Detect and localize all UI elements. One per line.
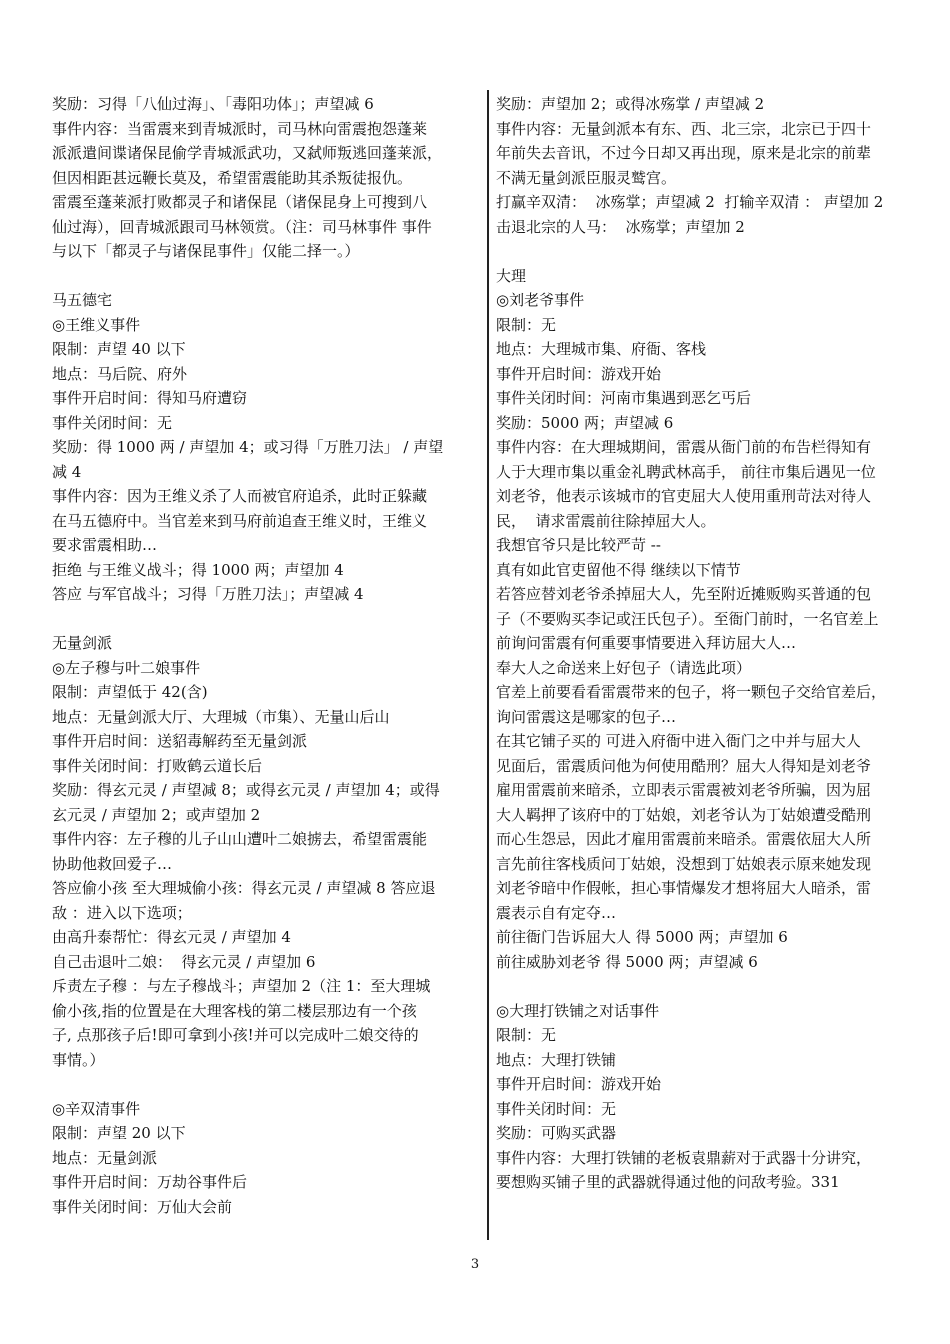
text-line: 在马五德府中。当官差来到马府前追查王维义时，王维义	[52, 511, 428, 530]
text-line: 奖励：5000 两；声望减 6	[496, 413, 674, 432]
text-line: 答应偷小孩 至大理城偷小孩：得玄元灵 / 声望减 8 答应退	[52, 879, 436, 897]
text-line: 限制：声望低于 42(含)	[52, 683, 208, 701]
text-line: 言先前往客栈质问丁姑娘，没想到丁姑娘表示原来她发现	[496, 854, 872, 873]
text-line: 地点：马后院、府外	[52, 364, 188, 383]
text-line: 前询问雷震有何重要事情要进入拜访屈大人…	[496, 634, 797, 652]
text-line: 击退北宗的人马： 冰殇掌；声望加 2	[496, 217, 745, 236]
text-line: 地点：无量剑派	[52, 1148, 158, 1167]
text-line: ◎刘老爷事件	[496, 291, 585, 309]
text-line: 民， 请求雷震前往除掉屈大人。	[496, 511, 716, 530]
text-line: 事件关闭时间：无	[496, 1099, 617, 1118]
text-line: 子, 点那孩子后!即可拿到小孩!并可以完成叶二娘交待的	[52, 1026, 419, 1044]
text-line: 刘老爷，他表示该城市的官吏屈大人使用重刑苛法对待人	[496, 487, 872, 505]
text-line: 玄元灵 / 声望加 2；或声望加 2	[52, 805, 261, 824]
text-line: 奖励：得 1000 两 / 声望加 4；或习得「万胜刀法」 / 声望	[52, 438, 444, 456]
text-line: 前往威胁刘老爷 得 5000 两；声望减 6	[496, 952, 758, 971]
text-line: 奖励：习得「八仙过海」、「毒阳功体」；声望减 6	[52, 95, 374, 113]
text-line: 奖励：得玄元灵 / 声望减 8；或得玄元灵 / 声望加 4；或得	[52, 781, 440, 799]
text-line: 大理	[496, 266, 527, 285]
text-line: 地点：大理城市集、府衙、客栈	[496, 340, 707, 358]
text-line	[496, 974, 926, 999]
text-line: 雇用雷震前来暗杀，立即表示雷震被刘老爷所骗，因为屈	[496, 781, 872, 799]
text-line: 打赢辛双清： 冰殇掌；声望减 2 打输辛双清 ： 声望加 2	[496, 193, 884, 211]
text-line: ◎辛双清事件	[52, 1099, 141, 1118]
text-line: 若答应替刘老爷杀掉屈大人，先至附近摊贩购买普通的包	[496, 585, 872, 603]
text-line: 派派遣间谍诸保昆偷学青城派武功，又弑师叛逃回蓬莱派，	[52, 144, 443, 162]
text-line: 奖励：可购买武器	[496, 1124, 617, 1142]
text-line: 但因相距甚远鞭长莫及，希望雷震能助其杀叛徒报仇。	[52, 168, 413, 187]
text-line: 事件开启时间：得知马府遭窃	[52, 389, 248, 407]
text-line	[496, 239, 926, 264]
text-line: 事件关闭时间：无	[52, 413, 173, 432]
text-line: 无量剑派	[52, 634, 113, 652]
column-divider	[487, 90, 489, 1240]
text-line: 限制：声望 40 以下	[52, 340, 186, 358]
text-line: 不满无量剑派臣服灵鹫宫。	[496, 168, 677, 187]
text-line: 人于大理市集以重金礼聘武林高手， 前往市集后遇见一位	[496, 462, 876, 481]
text-line: 限制：无	[496, 1026, 557, 1044]
text-line: 自己击退叶二娘： 得玄元灵 / 声望加 6	[52, 952, 316, 971]
text-line: 事件开启时间：万劫谷事件后	[52, 1173, 248, 1191]
text-line: 事件内容：左子穆的儿子山山遭叶二娘掳去，希望雷震能	[52, 830, 428, 848]
text-line: 要想购买铺子里的武器就得通过他的问敌考验。331	[496, 1173, 840, 1191]
text-line: 事件开启时间：游戏开始	[496, 364, 662, 383]
text-line: 子（不要购买李记或汪氏包子）。至衙门前时，一名官差上	[496, 609, 879, 628]
text-line: 事件关闭时间：万仙大会前	[52, 1197, 233, 1216]
text-line: 年前失去音讯，不过今日却又再出现，原来是北宗的前辈	[496, 144, 872, 162]
text-line: 我想官爷只是比较严苛 --	[496, 536, 661, 554]
text-line: 事情。）	[52, 1050, 105, 1069]
text-line: 前往衙门告诉屈大人 得 5000 两；声望加 6	[496, 928, 788, 946]
text-line: 马五德宅	[52, 291, 113, 309]
page-number: 3	[470, 1257, 480, 1272]
text-line: 刘老爷暗中作假帐，担心事情爆发才想将屈大人暗杀，雷	[496, 879, 872, 897]
right-column	[496, 92, 926, 1195]
text-line: 减 4	[52, 462, 82, 481]
text-line: 事件开启时间：送貂毒解药至无量剑派	[52, 732, 308, 750]
text-line: ◎王维义事件	[52, 315, 141, 334]
text-line: 协助他救回爱子…	[52, 854, 173, 873]
text-line: 与以下「都灵子与诸保昆事件」仅能二择一。）	[52, 242, 360, 260]
text-line: 震表示自有定夺…	[496, 903, 617, 922]
text-line	[52, 1072, 477, 1097]
text-line: 限制：无	[496, 315, 557, 334]
text-line: 在其它铺子买的 可进入府衙中进入衙门之中并与屈大人	[496, 732, 861, 750]
text-line: 事件内容：大理打铁铺的老板袁鼎薪对于武器十分讲究，	[496, 1148, 872, 1167]
text-line: 地点：大理打铁铺	[496, 1050, 617, 1069]
text-line: 而心生怨忌，因此才雇用雷震前来暗杀。雷震依屈大人所	[496, 830, 872, 848]
text-line: 事件内容：无量剑派本有东、西、北三宗，北宗已于四十	[496, 119, 872, 138]
text-line: 事件关闭时间：打败鹤云道长后	[52, 756, 263, 775]
text-line	[52, 607, 477, 632]
text-line: 事件开启时间：游戏开始	[496, 1075, 662, 1093]
text-line: ◎大理打铁铺之对话事件	[496, 1001, 660, 1020]
text-line: 官差上前要看看雷震带来的包子，将一颗包子交给官差后，	[496, 683, 887, 701]
text-line: 大人羁押了该府中的丁姑娘，刘老爷认为丁姑娘遭受酷刑	[496, 805, 872, 824]
text-line: 偷小孩,指的位置是在大理客栈的第二楼层那边有一个孩	[52, 1001, 417, 1020]
text-line: 拒绝 与王维义战斗；得 1000 两；声望加 4	[52, 560, 344, 579]
text-line: 奉大人之命送来上好包子（请选此项）	[496, 658, 752, 677]
text-line	[52, 264, 477, 289]
text-line: 敌 ：进入以下选项；	[52, 903, 192, 922]
text-line: 奖励：声望加 2；或得冰殇掌 / 声望减 2	[496, 95, 765, 113]
text-line: 斥责左子穆 ：与左子穆战斗；声望加 2（注 1：至大理城	[52, 977, 431, 995]
text-line: 地点：无量剑派大厅、大理城（市集）、无量山后山	[52, 707, 390, 726]
text-line: 真有如此官吏留他不得 继续以下情节	[496, 560, 741, 579]
text-line: 见面后，雷震质问他为何使用酷刑？屈大人得知是刘老爷	[496, 756, 872, 775]
text-line: 询问雷震这是哪家的包子…	[496, 707, 677, 726]
text-line: 仙过海），回青城派跟司马林领赏。（注：司马林事件 事件	[52, 217, 432, 236]
text-line: 由高升泰帮忙：得玄元灵 / 声望加 4	[52, 928, 291, 946]
text-line: 答应 与军官战斗；习得「万胜刀法」；声望减 4	[52, 585, 364, 603]
left-column	[52, 92, 477, 1219]
text-line: 事件内容：因为王维义杀了人而被官府追杀，此时正躲藏	[52, 487, 428, 505]
text-line: 雷震至蓬莱派打败都灵子和诸保昆（诸保昆身上可搜到八	[52, 193, 428, 211]
text-line: 事件内容：在大理城期间，雷震从衙门前的布告栏得知有	[496, 438, 872, 456]
text-line: ◎左子穆与叶二娘事件	[52, 658, 201, 677]
text-line: 要求雷震相助…	[52, 536, 158, 554]
text-line: 限制：声望 20 以下	[52, 1124, 186, 1142]
text-line: 事件关闭时间：河南市集遇到恶乞丐后	[496, 389, 752, 407]
text-line: 事件内容：当雷震来到青城派时，司马林向雷震抱怨蓬莱	[52, 119, 428, 138]
